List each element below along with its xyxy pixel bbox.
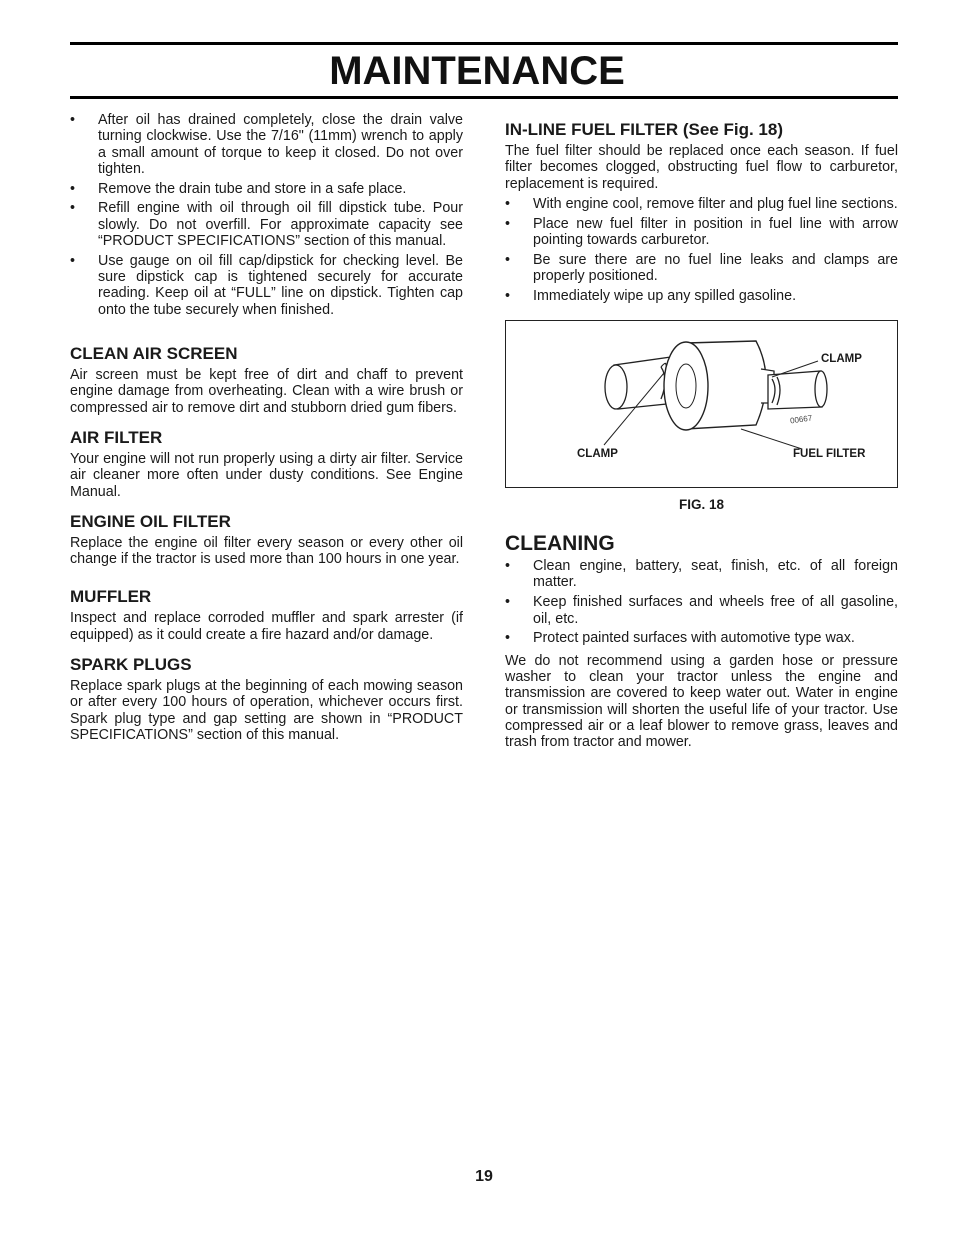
header-rule-top	[70, 42, 898, 45]
list-item: • Remove the drain tube and store in a safe place.	[70, 181, 463, 197]
section-spark-plugs	[70, 655, 463, 743]
list-item: • With engine cool, remove filter and plug fuel line sections.	[505, 196, 898, 212]
list-item: • Immediately wipe up any spilled gasoline.	[505, 288, 898, 304]
cleaning-body: We do not recommend using a garden hose or pressure washer to clean your tractor unless the engine and transmission are covered to keep water out. Water in engine or transmission will shorten the useful life of your tractor. Use compressed air or a leaf blower to remove grass, leaves and trash from tractor and mower.	[505, 652, 898, 751]
fuel-filter-figure	[505, 320, 898, 488]
figure-caption: FIG. 18	[678, 497, 724, 513]
section-body: Replace spark plugs at the beginning of each mowing season or after every 100 hours of operation, whichever occurs first. Spark plug type and gap setting are shown in “PRODUCT SPECIFICATIONS” section of this manual.	[70, 678, 463, 743]
fuel-filter-heading: IN-LINE FUEL FILTER (See Fig. 18)	[505, 120, 784, 139]
list-item: • Use gauge on oil fill cap/dipstick for checking level. Be sure dipstick cap is tightened securely for accurate reading. Keep oil at “FULL” line on dipstick. Tighten cap onto the tube securely when finished.	[70, 253, 463, 318]
section-heading: CLEAN AIR SCREEN	[70, 344, 238, 364]
fuel-filter-intro: The fuel filter should be replaced once each season. If fuel filter becomes clogged, obstructing fuel flow to carburetor, replacement is required.	[505, 143, 898, 192]
list-item: • Be sure there are no fuel line leaks and clamps are properly positioned.	[505, 252, 898, 285]
list-item: • After oil has drained completely, close the drain valve turning clockwise. Use the 7/16" (11mm) wrench to apply a small amount of torque to keep it closed. Do not over tighten.	[70, 112, 463, 177]
header-rule-bottom	[70, 96, 898, 99]
section-heading: SPARK PLUGS	[70, 655, 192, 675]
cleaning-steps	[505, 558, 898, 646]
section-body: Air screen must be kept free of dirt and chaff to prevent engine damage from overheating. Clean with a wire brush or compressed air to remove dirt and stubborn dried gum fibers.	[70, 367, 463, 416]
label-clamp-top: CLAMP	[821, 353, 862, 366]
list-item: • Place new fuel filter in position in fuel line with arrow pointing towards carburetor.	[505, 216, 898, 249]
oil-change-steps	[70, 112, 463, 318]
section-cleaning	[505, 532, 898, 750]
section-body: Replace the engine oil filter every season or every other oil change if the tractor is used more than 100 hours in one year.	[70, 534, 463, 568]
section-engine-oil-filter	[70, 512, 463, 568]
part-code: 00667	[789, 413, 813, 426]
fuel-filter-illustration	[506, 321, 897, 487]
section-muffler	[70, 587, 463, 643]
list-item: • Keep finished surfaces and wheels free of all gasoline, oil, etc.	[505, 594, 898, 627]
list-item: • Protect painted surfaces with automotive type wax.	[505, 630, 898, 646]
label-clamp-bottom: CLAMP	[577, 448, 618, 461]
list-item: • Clean engine, battery, seat, finish, etc. of all foreign matter.	[505, 558, 898, 591]
section-clean-air-screen	[70, 344, 463, 416]
section-air-filter	[70, 428, 463, 500]
section-heading: ENGINE OIL FILTER	[70, 511, 231, 531]
right-column	[505, 120, 898, 750]
page-number: 19	[475, 1168, 493, 1185]
list-item: • Refill engine with oil through oil fill dipstick tube. Pour slowly. Do not overfill. For approximate capacity see “PRODUCT SPECIFICATIONS” section of this manual.	[70, 200, 463, 249]
section-body: Inspect and replace corroded muffler and spark arrester (if equipped) as it could create a fire hazard and/or damage.	[70, 610, 463, 643]
section-heading: AIR FILTER	[70, 427, 163, 447]
left-column	[70, 112, 463, 743]
label-fuel-filter: FUEL FILTER	[793, 448, 866, 461]
page-title: MAINTENANCE	[329, 49, 625, 93]
fuel-filter-steps	[505, 196, 898, 304]
cleaning-heading: CLEANING	[505, 532, 615, 556]
section-heading: MUFFLER	[70, 587, 152, 607]
section-body: Your engine will not run properly using a dirty air filter. Service air cleaner more often under dusty conditions. See Engine Manual.	[70, 450, 463, 500]
